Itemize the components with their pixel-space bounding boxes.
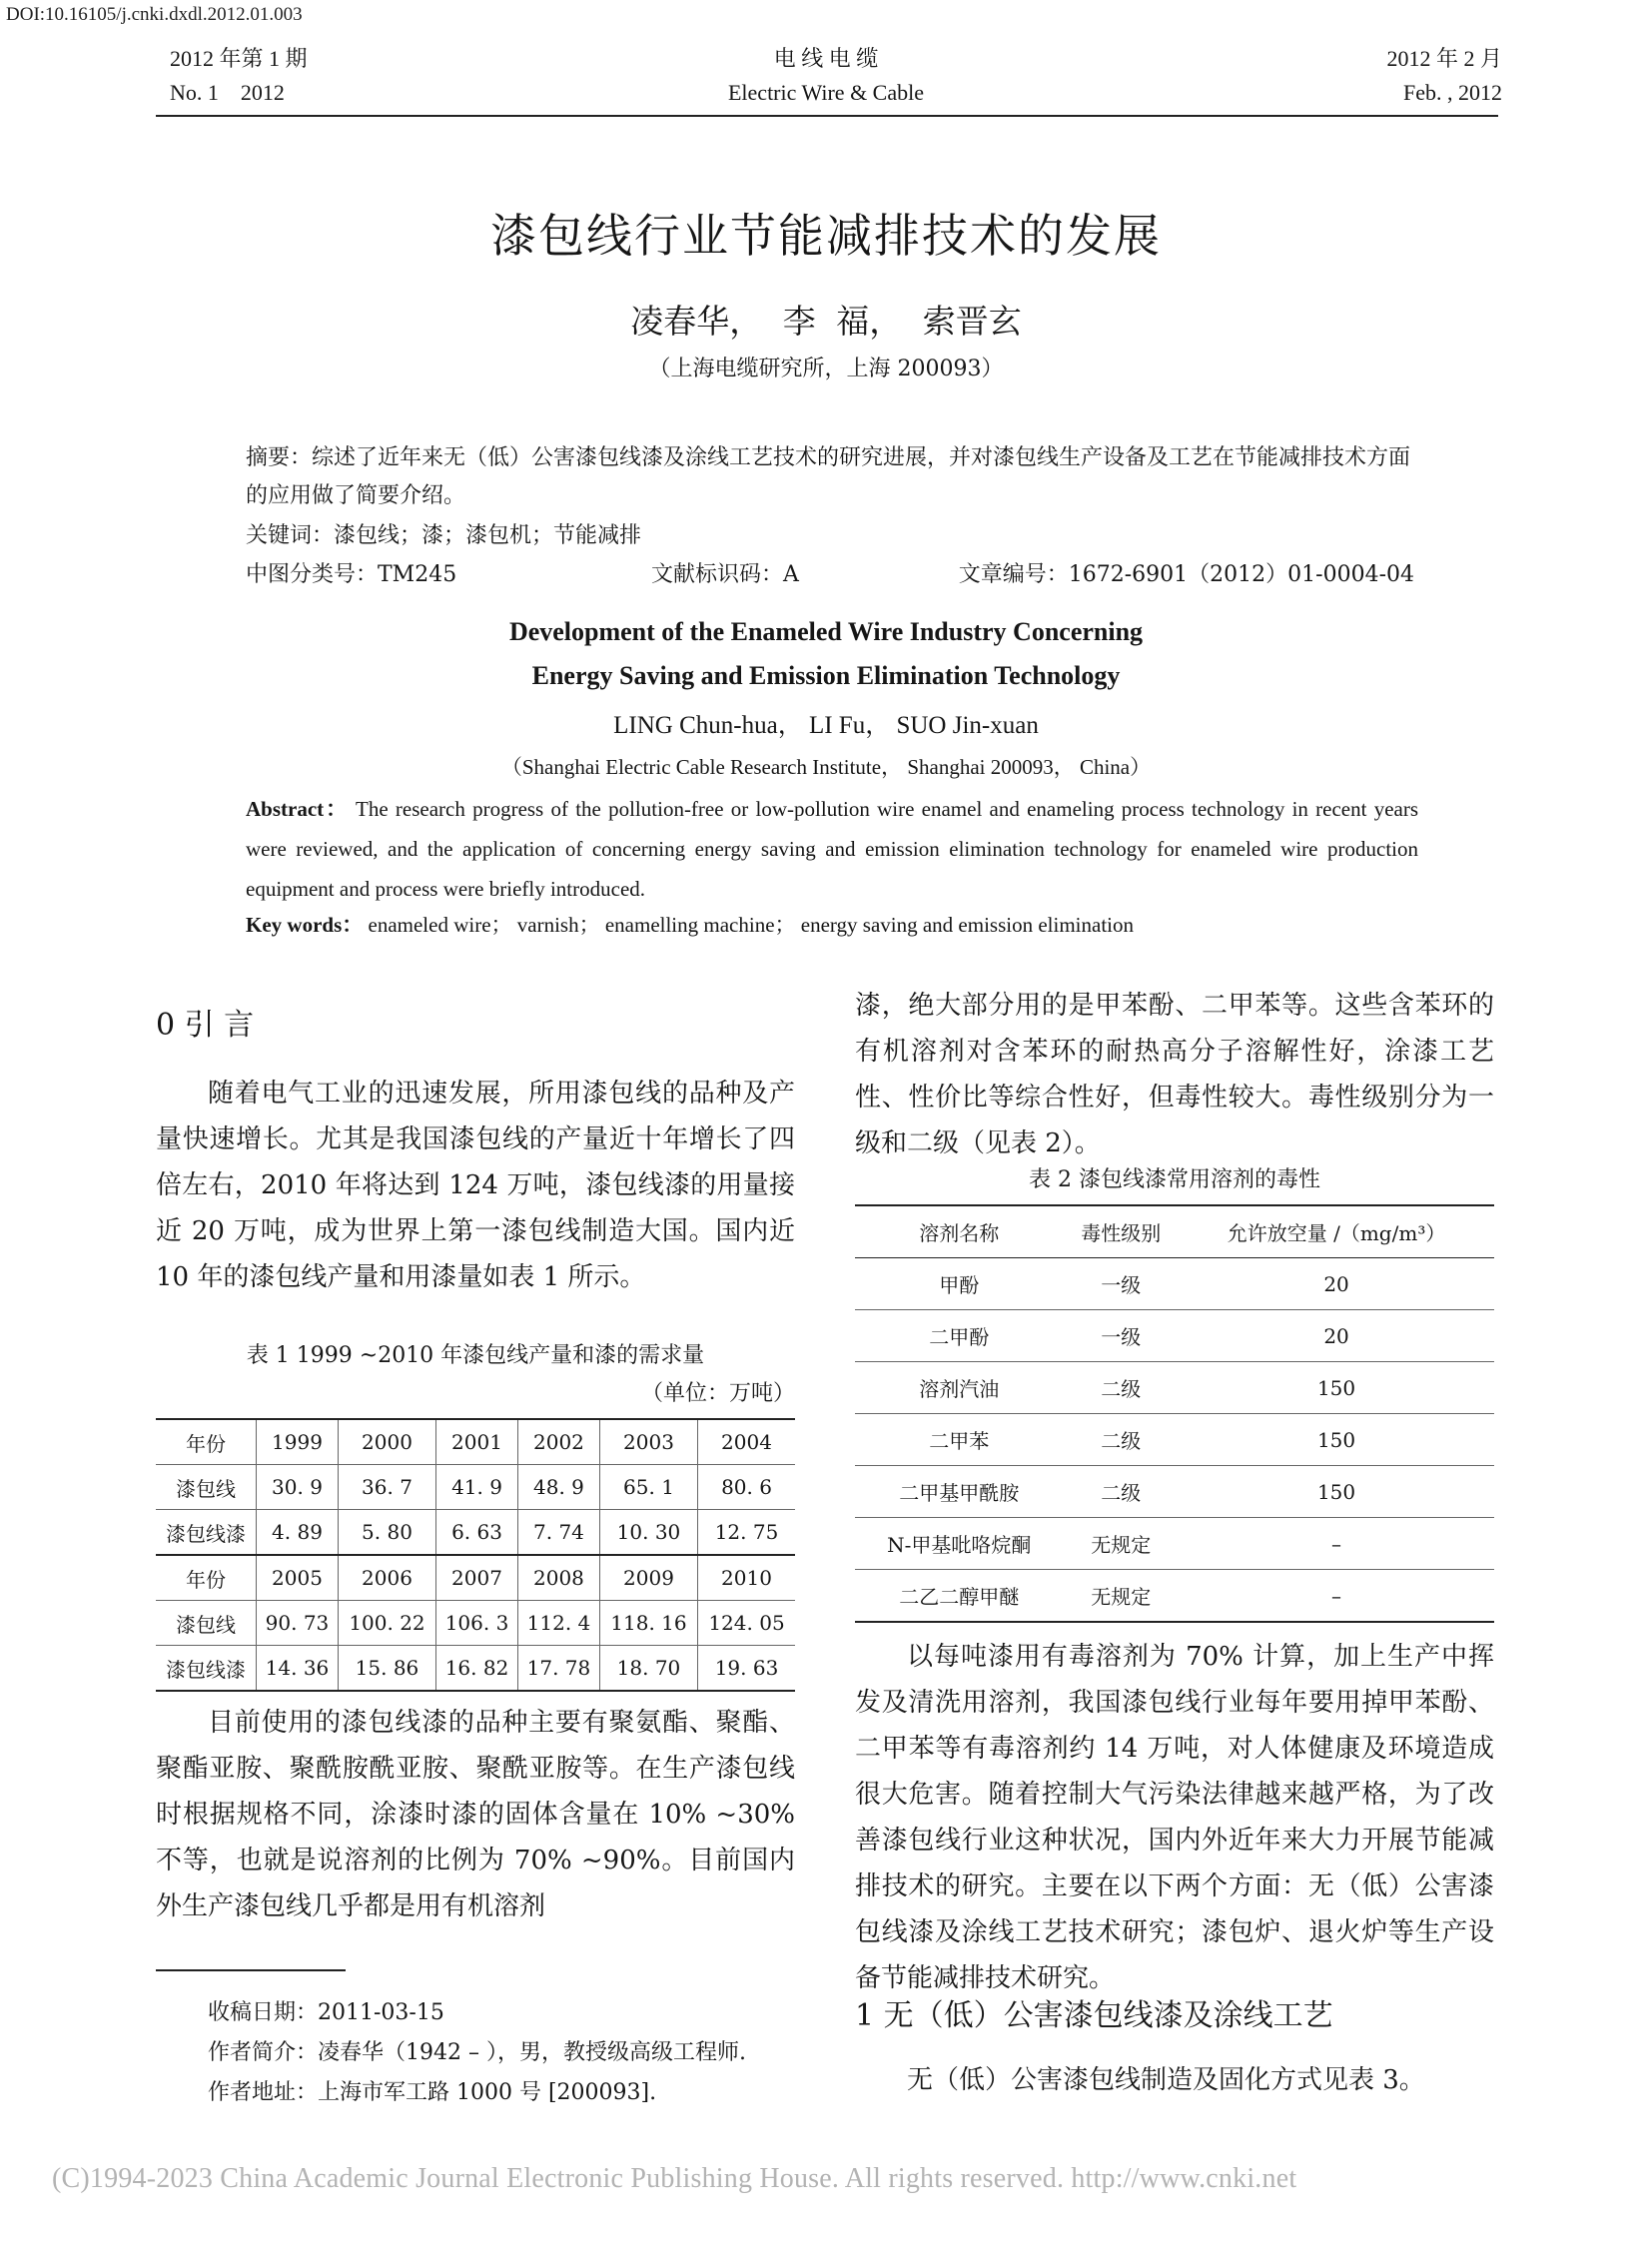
table2-row bbox=[855, 1570, 1494, 1623]
table1-cell: 17. 78 bbox=[517, 1646, 599, 1692]
table2-cell: 150 bbox=[1179, 1414, 1494, 1466]
table2-cell: – bbox=[1179, 1570, 1494, 1623]
body-text: 漆，绝大部分用的是甲苯酚、二甲苯等。这些含苯环的有机溶剂对含苯环的耐热高分子溶解性好，涂漆工艺性、性价比等综合性好，但毒性较大。毒性级别分为一级和二级（见表 2）。 bbox=[855, 991, 1494, 1158]
table1-cell: 80. 6 bbox=[698, 1465, 795, 1510]
table2-cell: 无规定 bbox=[1063, 1518, 1179, 1570]
keywords-cn-label: 关键词： bbox=[246, 523, 335, 548]
table1-row-header: 漆包线 bbox=[156, 1601, 257, 1646]
english-affiliation: （Shanghai Electric Cable Research Institute， Shanghai 200093， China） bbox=[500, 755, 1152, 779]
header-issue bbox=[170, 42, 308, 110]
table1 bbox=[156, 1418, 795, 1692]
table2-column-header: 溶剂名称 bbox=[855, 1205, 1063, 1258]
table1-cell: 65. 1 bbox=[599, 1465, 697, 1510]
table2-cell: 二级 bbox=[1063, 1414, 1179, 1466]
table1-cell: 2007 bbox=[436, 1555, 518, 1601]
table1-cell: 1999 bbox=[257, 1419, 339, 1465]
table2 bbox=[855, 1204, 1494, 1623]
table1-cell: 19. 63 bbox=[698, 1646, 795, 1692]
table2-cell: 一级 bbox=[1063, 1310, 1179, 1362]
table2-cell: N-甲基吡咯烷酮 bbox=[855, 1518, 1063, 1570]
table1-cell: 41. 9 bbox=[436, 1465, 518, 1510]
body-text: 无（低）公害漆包线制造及固化方式见表 3。 bbox=[907, 2065, 1425, 2095]
table1-row bbox=[156, 1465, 795, 1510]
table2-cell: 二甲基甲酰胺 bbox=[855, 1466, 1063, 1518]
table1-grid bbox=[156, 1418, 795, 1692]
english-title-line2: Energy Saving and Emission Elimination Technology bbox=[531, 661, 1121, 690]
table1-row-header: 年份 bbox=[156, 1419, 257, 1465]
table1-cell: 2006 bbox=[338, 1555, 435, 1601]
table2-cell: 20 bbox=[1179, 1258, 1494, 1310]
table1-cell: 6. 63 bbox=[436, 1510, 518, 1556]
table2-header-row bbox=[855, 1205, 1494, 1258]
table1-row-header: 漆包线漆 bbox=[156, 1510, 257, 1556]
table1-row-header: 年份 bbox=[156, 1555, 257, 1601]
table1-cell: 12. 75 bbox=[698, 1510, 795, 1556]
keywords-cn bbox=[246, 517, 1414, 555]
table1-cell: 2009 bbox=[599, 1555, 697, 1601]
header-journal bbox=[676, 42, 976, 110]
table2-row bbox=[855, 1310, 1494, 1362]
english-title-line1: Development of the Enameled Wire Industry Concerning bbox=[508, 617, 1144, 646]
table2-cell: 二甲酚 bbox=[855, 1310, 1063, 1362]
table2-cell: 甲酚 bbox=[855, 1258, 1063, 1310]
table1-cell: 16. 82 bbox=[436, 1646, 518, 1692]
table2-cell: 二甲苯 bbox=[855, 1414, 1063, 1466]
header-issue-cn: 2012 年第 1 期 bbox=[170, 46, 308, 71]
copyright-footer: (C)1994-2023 China Academic Journal Electronic Publishing House. All rights reserved. http://www.cnki.net bbox=[52, 2163, 1297, 2194]
table2-row bbox=[855, 1518, 1494, 1570]
english-keywords-text: enameled wire； varnish； enamelling machine； energy saving and emission elimination bbox=[363, 913, 1134, 937]
section-0-paragraph-1 bbox=[156, 1071, 795, 1300]
table1-unit: （单位：万吨） bbox=[640, 1381, 795, 1406]
table1-row-header: 漆包线 bbox=[156, 1465, 257, 1510]
table1-cell: 5. 80 bbox=[338, 1510, 435, 1556]
table1-cell: 90. 73 bbox=[257, 1601, 339, 1646]
table1-cell: 112. 4 bbox=[517, 1601, 599, 1646]
article-number: 文章编号：1672-6901（2012）01-0004-04 bbox=[958, 562, 1414, 587]
table1-cell: 18. 70 bbox=[599, 1646, 697, 1692]
english-keywords-label: Key words： bbox=[246, 913, 364, 937]
table2-cell: 二级 bbox=[1063, 1362, 1179, 1414]
english-abstract-text: The research progress of the pollution-free or low-pollution wire enamel and enameling process technology in recent years were reviewed, and the application of concerning energy saving and emission elimination technology for enameled wire production equipment and process were briefly introduced. bbox=[246, 797, 1418, 901]
table1-row bbox=[156, 1419, 795, 1465]
table2-cell: 二乙二醇甲醚 bbox=[855, 1570, 1063, 1623]
table1-cell: 2001 bbox=[436, 1419, 518, 1465]
english-abstract bbox=[246, 789, 1418, 909]
table1-row bbox=[156, 1555, 795, 1601]
footnote-address: 作者地址：上海市军工路 1000 号 [200093]. bbox=[208, 2080, 657, 2105]
classification-row bbox=[246, 557, 1414, 595]
clc-number: 中图分类号：TM245 bbox=[246, 562, 457, 587]
table1-cell: 2003 bbox=[599, 1419, 697, 1465]
english-authors: LING Chun-hua， LI Fu， SUO Jin-xuan bbox=[613, 712, 1039, 739]
paper-affiliation: （上海电缆研究所，上海 200093） bbox=[648, 357, 1004, 381]
english-abstract-label: Abstract： bbox=[246, 797, 350, 821]
table2-cell: 150 bbox=[1179, 1362, 1494, 1414]
table1-row-header: 漆包线漆 bbox=[156, 1646, 257, 1692]
keywords-cn-text: 漆包线；漆；漆包机；节能减排 bbox=[334, 523, 642, 548]
table1-cell: 118. 16 bbox=[599, 1601, 697, 1646]
section-1-paragraph-1 bbox=[855, 2057, 1494, 2103]
table2-cell: 二级 bbox=[1063, 1466, 1179, 1518]
section-0-paragraph-4 bbox=[855, 1634, 1494, 2001]
table1-cell: 100. 22 bbox=[338, 1601, 435, 1646]
header-date bbox=[1386, 42, 1502, 110]
english-keywords bbox=[246, 905, 1418, 945]
table2-cell: 150 bbox=[1179, 1466, 1494, 1518]
table1-cell: 10. 30 bbox=[599, 1510, 697, 1556]
abstract-cn bbox=[246, 439, 1414, 515]
section-0-paragraph-2 bbox=[156, 1700, 795, 1929]
table2-row bbox=[855, 1466, 1494, 1518]
footnote-received: 收稿日期：2011-03-15 bbox=[208, 2000, 444, 2025]
table2-cell: 溶剂汽油 bbox=[855, 1362, 1063, 1414]
table1-cell: 2002 bbox=[517, 1419, 599, 1465]
abstract-cn-label: 摘要： bbox=[246, 445, 313, 470]
table1-cell: 15. 86 bbox=[338, 1646, 435, 1692]
table1-cell: 7. 74 bbox=[517, 1510, 599, 1556]
table2-cell: 无规定 bbox=[1063, 1570, 1179, 1623]
table1-row bbox=[156, 1601, 795, 1646]
body-text: 随着电气工业的迅速发展，所用漆包线的品种及产量快速增长。尤其是我国漆包线的产量近十年增长了四倍左右，2010 年将达到 124 万吨，漆包线漆的用量接近 20 万吨，成为世界上第一漆包线制造大国。国内近 10 年的漆包线产量和用漆量如表 1 所示。 bbox=[156, 1079, 795, 1292]
table2-column-header: 允许放空量 /（mg/m³） bbox=[1179, 1205, 1494, 1258]
paper-title: 漆包线行业节能减排技术的发展 bbox=[490, 209, 1162, 263]
table2-row bbox=[855, 1258, 1494, 1310]
table2-caption: 表 2 漆包线漆常用溶剂的毒性 bbox=[1029, 1167, 1320, 1192]
header-rule bbox=[156, 115, 1498, 117]
table1-cell: 14. 36 bbox=[257, 1646, 339, 1692]
table1-cell: 2000 bbox=[338, 1419, 435, 1465]
table1-row bbox=[156, 1646, 795, 1692]
body-text: 目前使用的漆包线漆的品种主要有聚氨酯、聚酯、聚酯亚胺、聚酰胺酰亚胺、聚酰亚胺等。在生产漆包线时根据规格不同，涂漆时漆的固体含量在 10% ~30% 不等，也就是说溶剂的比例为 70% ~90%。目前国内外生产漆包线几乎都是用有机溶剂 bbox=[156, 1708, 795, 1921]
footnote bbox=[208, 1993, 746, 2113]
header-journal-en: Electric Wire & Cable bbox=[727, 80, 924, 105]
doi-label: DOI:10.16105/j.cnki.dxdl.2012.01.003 bbox=[6, 4, 303, 25]
header-date-cn: 2012 年 2 月 bbox=[1386, 46, 1502, 71]
table2-row bbox=[855, 1362, 1494, 1414]
table1-cell: 48. 9 bbox=[517, 1465, 599, 1510]
document-code: 文献标识码：A bbox=[651, 562, 799, 587]
table1-cell: 2005 bbox=[257, 1555, 339, 1601]
table2-cell: 20 bbox=[1179, 1310, 1494, 1362]
footnote-rule bbox=[156, 1969, 346, 1971]
table2-grid bbox=[855, 1204, 1494, 1623]
paper-authors: 凌春华， 李 福， 索晋玄 bbox=[630, 302, 1022, 341]
table1-row bbox=[156, 1510, 795, 1556]
header-journal-cn: 电 线 电 缆 bbox=[773, 46, 879, 71]
table1-cell: 4. 89 bbox=[257, 1510, 339, 1556]
table2-column-header: 毒性级别 bbox=[1063, 1205, 1179, 1258]
table1-caption: 表 1 1999 ~2010 年漆包线产量和漆的需求量 bbox=[246, 1343, 705, 1368]
table1-cell: 106. 3 bbox=[436, 1601, 518, 1646]
table1-cell: 2004 bbox=[698, 1419, 795, 1465]
section-0-paragraph-3 bbox=[855, 983, 1494, 1166]
table2-row bbox=[855, 1414, 1494, 1466]
table1-cell: 124. 05 bbox=[698, 1601, 795, 1646]
section-0-heading: 0 引 言 bbox=[156, 1008, 255, 1043]
section-1-heading: 1 无（低）公害漆包线漆及涂线工艺 bbox=[855, 1998, 1333, 2033]
table1-cell: 2010 bbox=[698, 1555, 795, 1601]
body-text: 以每吨漆用有毒溶剂为 70% 计算，加上生产中挥发及清洗用溶剂，我国漆包线行业每年要用掉甲苯酚、二甲苯等有毒溶剂约 14 万吨，对人体健康及环境造成很大危害。随着控制大气污染法律越来越严格，为了改善漆包线行业这种状况，国内外近年来大力开展节能减排技术的研究。主要在以下两个方面：无（低）公害漆包线漆及涂线工艺技术研究；漆包炉、退火炉等生产设备节能减排技术研究。 bbox=[855, 1642, 1494, 1993]
table1-cell: 36. 7 bbox=[338, 1465, 435, 1510]
footnote-author-bio: 作者简介：凌春华（1942 – ），男，教授级高级工程师. bbox=[208, 2040, 746, 2065]
header-issue-en: No. 1 2012 bbox=[170, 80, 285, 105]
table2-cell: – bbox=[1179, 1518, 1494, 1570]
table2-cell: 一级 bbox=[1063, 1258, 1179, 1310]
table1-cell: 2008 bbox=[517, 1555, 599, 1601]
abstract-cn-text: 综述了近年来无（低）公害漆包线漆及涂线工艺技术的研究进展，并对漆包线生产设备及工艺在节能减排技术方面的应用做了简要介绍。 bbox=[246, 445, 1411, 508]
header-date-en: Feb. , 2012 bbox=[1403, 80, 1502, 105]
table1-cell: 30. 9 bbox=[257, 1465, 339, 1510]
